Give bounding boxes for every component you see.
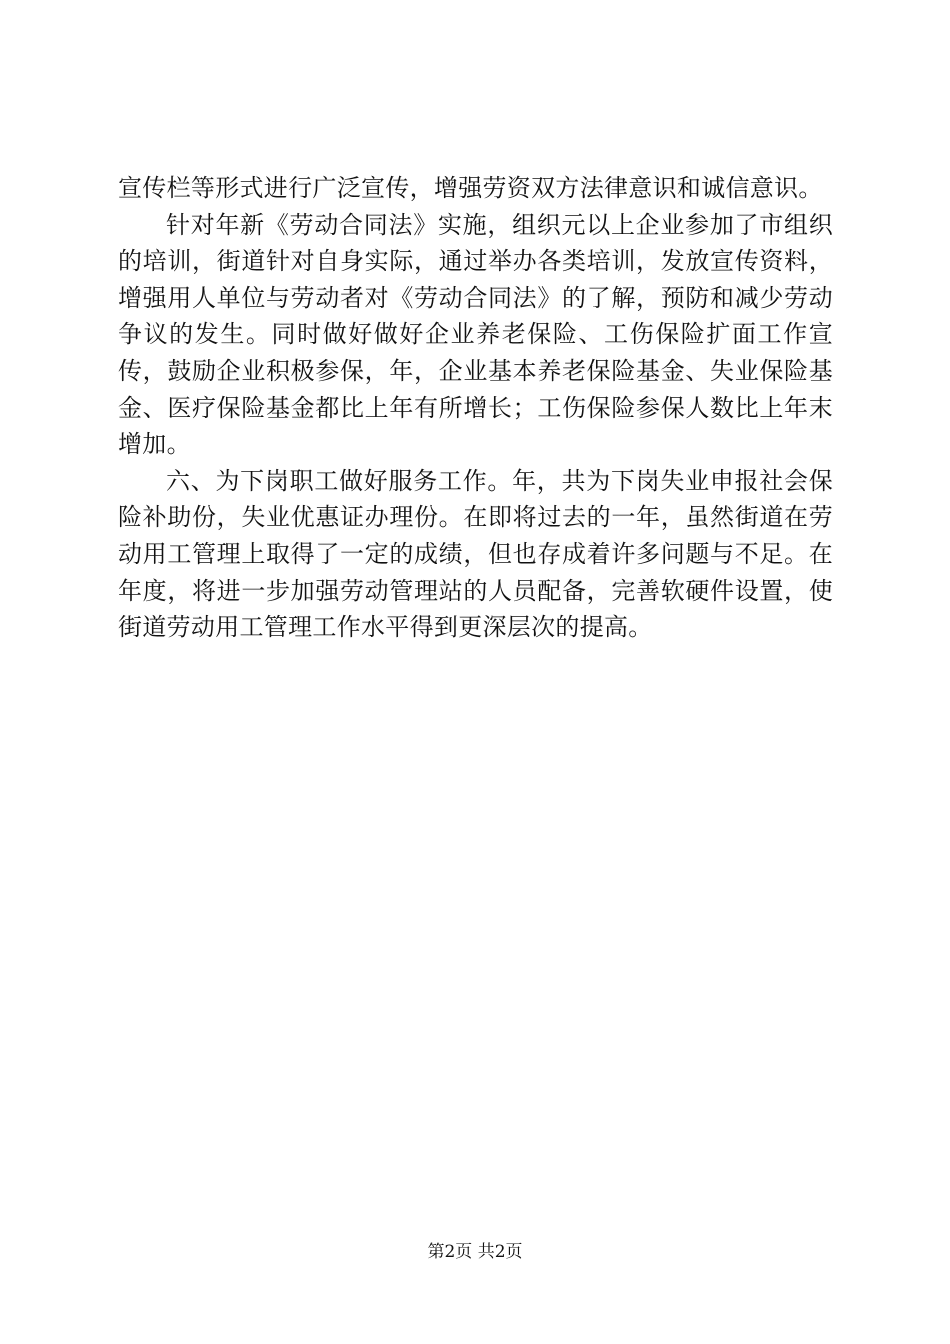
page-number-footer: 第2页 共2页 — [427, 1242, 523, 1262]
paragraph-continuation: 宣传栏等形式进行广泛宣传，增强劳资双方法律意识和诚信意识。 — [118, 174, 823, 202]
paragraph-labor-contract-law: 针对年新《劳动合同法》实施，组织元以上企业参加了市组织的培训，街道针对自身实际，通过举办各类培训，发放宣传资料，增强用人单位与劳动者对《劳动合同法》的了解，预防和减少劳动争议的发生。同时做好做好企业养老保险、工伤保险扩面工作宣传，鼓励企业积极参保，年，企业基本养老保险基金、失业保险基金、医疗保险基金都比上年有所增长；工伤保险参保人数比上年末增加。 — [118, 210, 833, 459]
paragraph-laid-off-worker-services: 六、为下岗职工做好服务工作。年，共为下岗失业申报社会保险补助份，失业优惠证办理份。在即将过去的一年，虽然街道在劳动用工管理上取得了一定的成绩，但也存成着许多问题与不足。在年度，将进一步加强劳动管理站的人员配备，完善软硬件设置，使街道劳动用工管理工作水平得到更深层次的提高。 — [118, 466, 833, 642]
document-body — [118, 170, 833, 646]
